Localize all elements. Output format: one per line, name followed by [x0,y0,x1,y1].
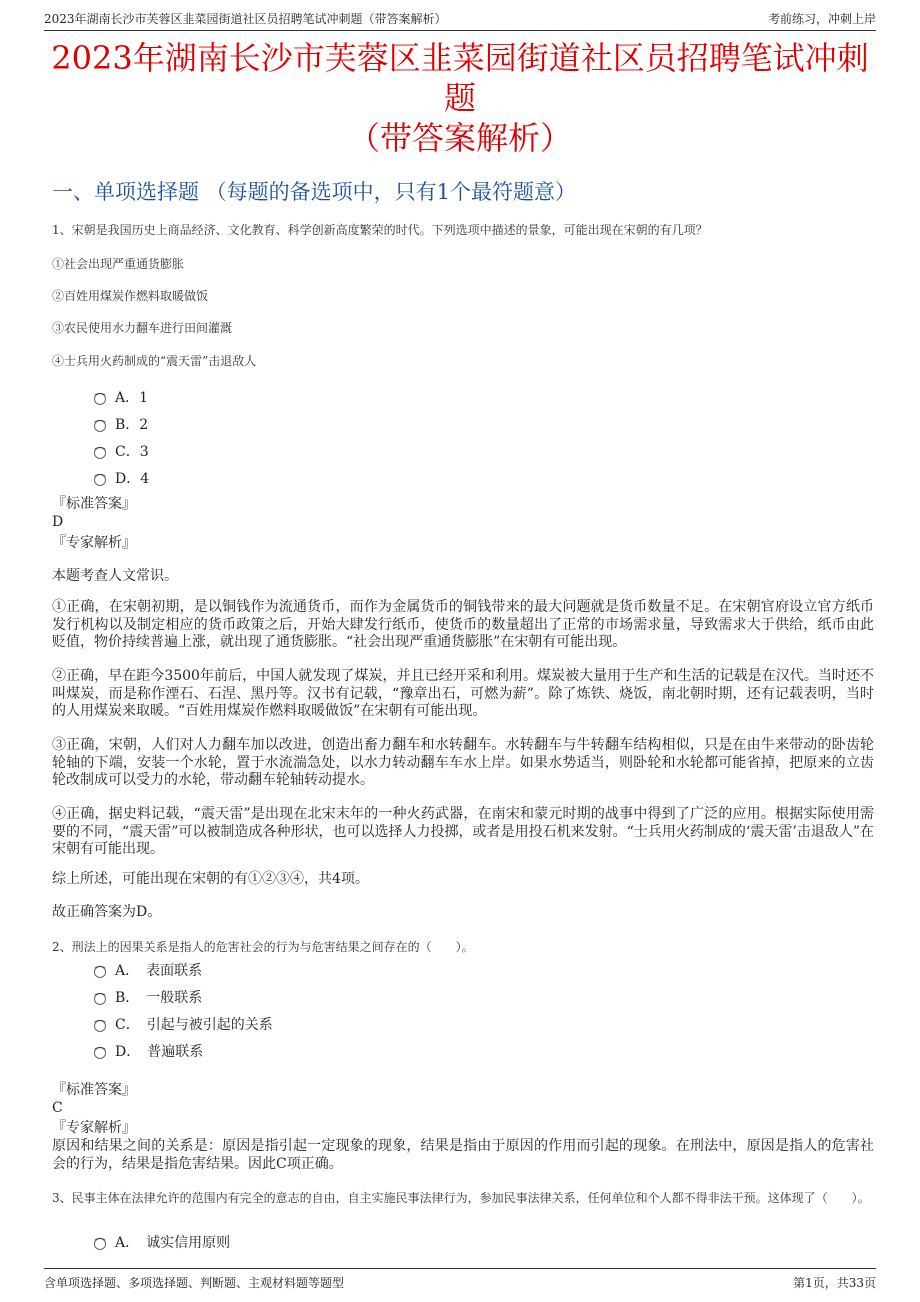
q1-option-c[interactable]: C．3 [94,441,149,461]
q1-analysis-4: ④正确，据史料记载，“震天雷”是出现在北宋末年的一种火药武器，在南宋和蒙元时期的战事中得到了广泛的应用。根据实际使用需要的不同，“震天雷”可以被制造成各种形状，也可以选择人力投掷，或者是用投石机来发射。“士兵用火药制成的‘震天雷’击退敌人”在宋朝有可能出现。 [52,806,874,857]
q2-option-b[interactable]: B． 一般联系 [94,987,202,1007]
q1-analysis-intro: 本题考查人文常识。 [52,568,178,584]
document-title [40,38,880,158]
q1-analysis-label: 『专家解析』 [52,535,136,551]
q1-analysis-1: ①正确，在宋朝初期，是以铜钱作为流通货币，而作为金属货币的铜钱带来的最大问题就是货币数量不足。在宋朝官府设立官方纸币发行机构以及制定相应的货币政策之后，开始大肆发行纸币，使货币的数量超出了正常的市场需求量，导致需求大于供给，纸币由此贬值，物价持续普遍上涨，就出现了通货膨胀。“社会出现严重通货膨胀”在宋朝有可能出现。 [52,599,874,650]
q1-option-d[interactable]: D．4 [94,468,149,488]
title-line-1: 2023年湖南长沙市芙蓉区韭菜园街道社区员招聘笔试冲刺题 [51,39,869,117]
q2-option-a[interactable]: A． 表面联系 [94,960,202,980]
q2-analysis-label: 『专家解析』 [52,1120,136,1136]
q1-stem: 1、宋朝是我国历史上商品经济、文化教育、科学创新高度繁荣的时代。下列选项中描述的景象，可能出现在宋朝的有几项？ [52,223,708,237]
radio-icon[interactable] [94,420,106,432]
page-footer [44,1268,876,1291]
q2-stem: 2、刑法上的因果关系是指人的危害社会的行为与危害结果之间存在的（ ）。 [52,940,474,954]
header-right-text: 考前练习，冲刺上岸 [767,12,876,26]
page-number: 第1页，共33页 [793,1276,876,1290]
q1-answer-label: 『标准答案』 [52,496,136,512]
footer-left-text: 含单项选择题、多项选择题、判断题、主观材料题等题型 [44,1276,345,1290]
radio-icon[interactable] [94,1047,106,1059]
radio-icon[interactable] [94,474,106,486]
q2-answer: C [52,1100,63,1116]
q1-item-4: ④士兵用火药制成的“震天雷”击退敌人 [52,354,257,368]
q1-analysis-3: ③正确，宋朝，人们对人力翻车加以改进，创造出畜力翻车和水转翻车。水转翻车与牛转翻车结构相似，只是在由牛来带动的卧齿轮轮轴的下端，安装一个水轮，置于水流湍急处，以水力转动翻车车水上岸。如果水势适当，则卧轮和水轮都可能省掉，把原来的立齿轮改制成可以受力的水轮，带动翻车轮轴转动提水。 [52,737,874,788]
q1-analysis-summary: 综上所述，可能出现在宋朝的有①②③④，共4项。 [52,871,369,887]
section-heading: 一、单项选择题 （每题的备选项中，只有1个最符题意） [52,180,577,204]
q3-option-a[interactable]: A． 诚实信用原则 [94,1232,230,1252]
radio-icon[interactable] [94,966,106,978]
radio-icon[interactable] [94,993,106,1005]
q1-item-2: ②百姓用煤炭作燃料取暖做饭 [52,289,209,303]
q2-analysis: 原因和结果之间的关系是：原因是指引起一定现象的现象，结果是指由于原因的作用而引起的现象。在刑法中，原因是指人的危害社会的行为，结果是指危害结果。因此C项正确。 [52,1138,874,1172]
q2-option-c[interactable]: C． 引起与被引起的关系 [94,1014,273,1034]
q1-analysis-2: ②正确，早在距今3500年前后，中国人就发现了煤炭，并且已经开采和利用。煤炭被大量用于生产和生活的记载是在汉代。当时还不叫煤炭，而是称作湮石、石涅、黑丹等。汉书有记载，“豫章出石，可燃为薪”。除了炼铁、烧饭，南北朝时期，还有记载表明，当时的人用煤炭来取暖。“百姓用煤炭作燃料取暖做饭”在宋朝有可能出现。 [52,668,874,719]
q2-option-d[interactable]: D． 普遍联系 [94,1041,203,1061]
radio-icon[interactable] [94,447,106,459]
radio-icon[interactable] [94,1020,106,1032]
q1-analysis-conclusion: 故正确答案为D。 [52,904,162,920]
title-line-2: （带答案解析） [347,119,572,157]
radio-icon[interactable] [94,1238,106,1250]
header-left-text: 2023年湖南长沙市芙蓉区韭菜园街道社区员招聘笔试冲刺题（带答案解析） [44,12,447,26]
q1-item-3: ③农民使用水力翻车进行田间灌溉 [52,321,233,335]
page-header [44,10,876,31]
q1-option-b[interactable]: B．2 [94,414,148,434]
q1-answer: D [52,514,64,530]
radio-icon[interactable] [94,393,106,405]
q2-answer-label: 『标准答案』 [52,1082,136,1098]
q3-stem: 3、民事主体在法律允许的范围内有完全的意志的自由，自主实施民事法律行为，参加民事法律关系，任何单位和个人都不得非法干预。这体现了（ ）。 [52,1191,870,1205]
q1-item-1: ①社会出现严重通货膨胀 [52,257,185,271]
q1-option-a[interactable]: A．1 [94,387,148,407]
